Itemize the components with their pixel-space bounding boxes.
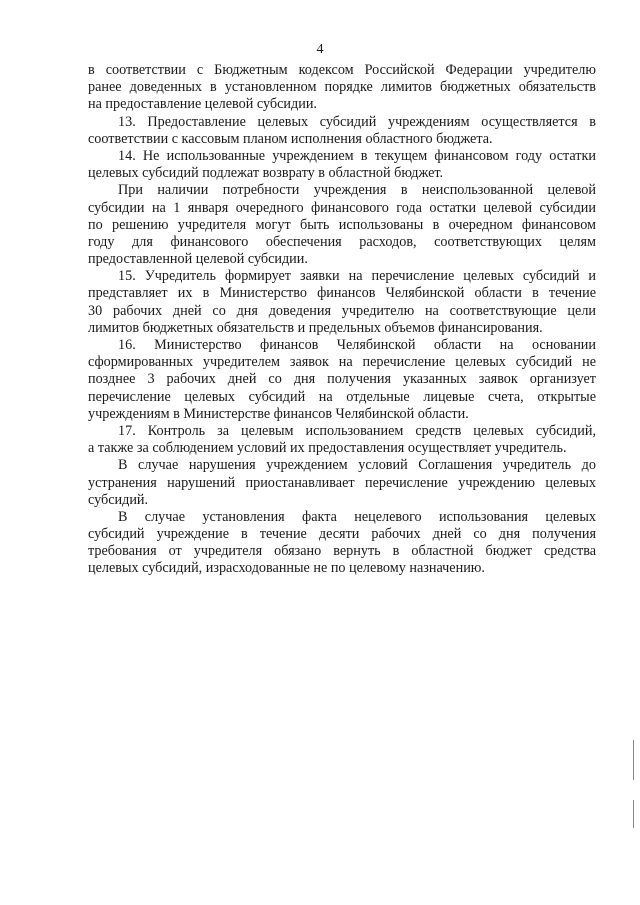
text-line: в соответствии с Бюджетным кодексом Российской Федерации учредителю <box>88 62 596 78</box>
text-line: соответствии с кассовым планом исполнения областного бюджета. <box>88 130 493 147</box>
text-line: на предоставление целевой субсидии. <box>88 96 317 113</box>
text-line: целевых субсидий подлежат возврату в областной бюджет. <box>88 165 444 182</box>
text-line: субсидий. <box>88 491 149 508</box>
document-body <box>88 62 596 578</box>
text-line: позднее 3 рабочих дней со дня получения указанных заявок организует <box>88 371 596 388</box>
text-line: субсидий учреждение в течение десяти рабочих дней со дня получения <box>88 526 596 543</box>
page-number: 4 <box>316 42 324 57</box>
text-line: требования от учредителя обязано вернуть в областной бюджет средства <box>88 543 596 560</box>
text-line: В случае установления факта нецелевого использования целевых <box>118 508 596 525</box>
text-line: по решению учредителя могут быть использованы в очередном финансовом <box>88 216 596 233</box>
text-line: 13. Предоставление целевых субсидий учреждениям осуществляется в <box>118 113 596 130</box>
text-line: 16. Министерство финансов Челябинской области на основании <box>118 337 596 353</box>
text-line: 30 рабочих дней со дня доведения учредителю на соответствующие цели <box>88 302 596 319</box>
text-line: лимитов бюджетных обязательств и предельных объемов финансирования. <box>88 319 543 336</box>
text-line: а также за соблюдением условий их предоставления осуществляет учредитель. <box>88 440 567 457</box>
scan-artifact <box>633 800 634 828</box>
text-line: сформированных учредителем заявок на перечисление целевых субсидий не <box>88 354 596 371</box>
text-line: 14. Не использованные учреждением в текущем финансовом году остатки <box>118 147 596 164</box>
text-line: представляет их в Министерство финансов Челябинской области в течение <box>88 285 596 302</box>
text-line: 15. Учредитель формирует заявки на перечисление целевых субсидий и <box>118 268 596 285</box>
text-line: При наличии потребности учреждения в неиспользованной целевой <box>118 182 596 199</box>
text-line: субсидии на 1 января очередного финансового года остатки целевой субсидии <box>88 199 596 216</box>
scan-artifact <box>633 740 634 780</box>
text-line: учреждениям в Министерстве финансов Челябинской области. <box>88 405 469 422</box>
text-line: ранее доведенных в установленном порядке лимитов бюджетных обязательств <box>88 79 596 96</box>
text-line: 17. Контроль за целевым использованием средств целевых субсидий, <box>118 422 596 439</box>
text-line: году для финансового обеспечения расходов, соответствующих целям <box>88 233 596 250</box>
text-line: перечисление целевых субсидий на отдельные лицевые счета, открытые <box>88 388 596 405</box>
text-line: устранения нарушений приостанавливает перечисление учреждению целевых <box>88 474 596 491</box>
text-line: предоставленной целевой субсидии. <box>88 251 308 268</box>
text-line: В случае нарушения учреждением условий Соглашения учредитель до <box>118 457 596 474</box>
text-line: целевых субсидий, израсходованные не по целевому назначению. <box>88 560 485 577</box>
